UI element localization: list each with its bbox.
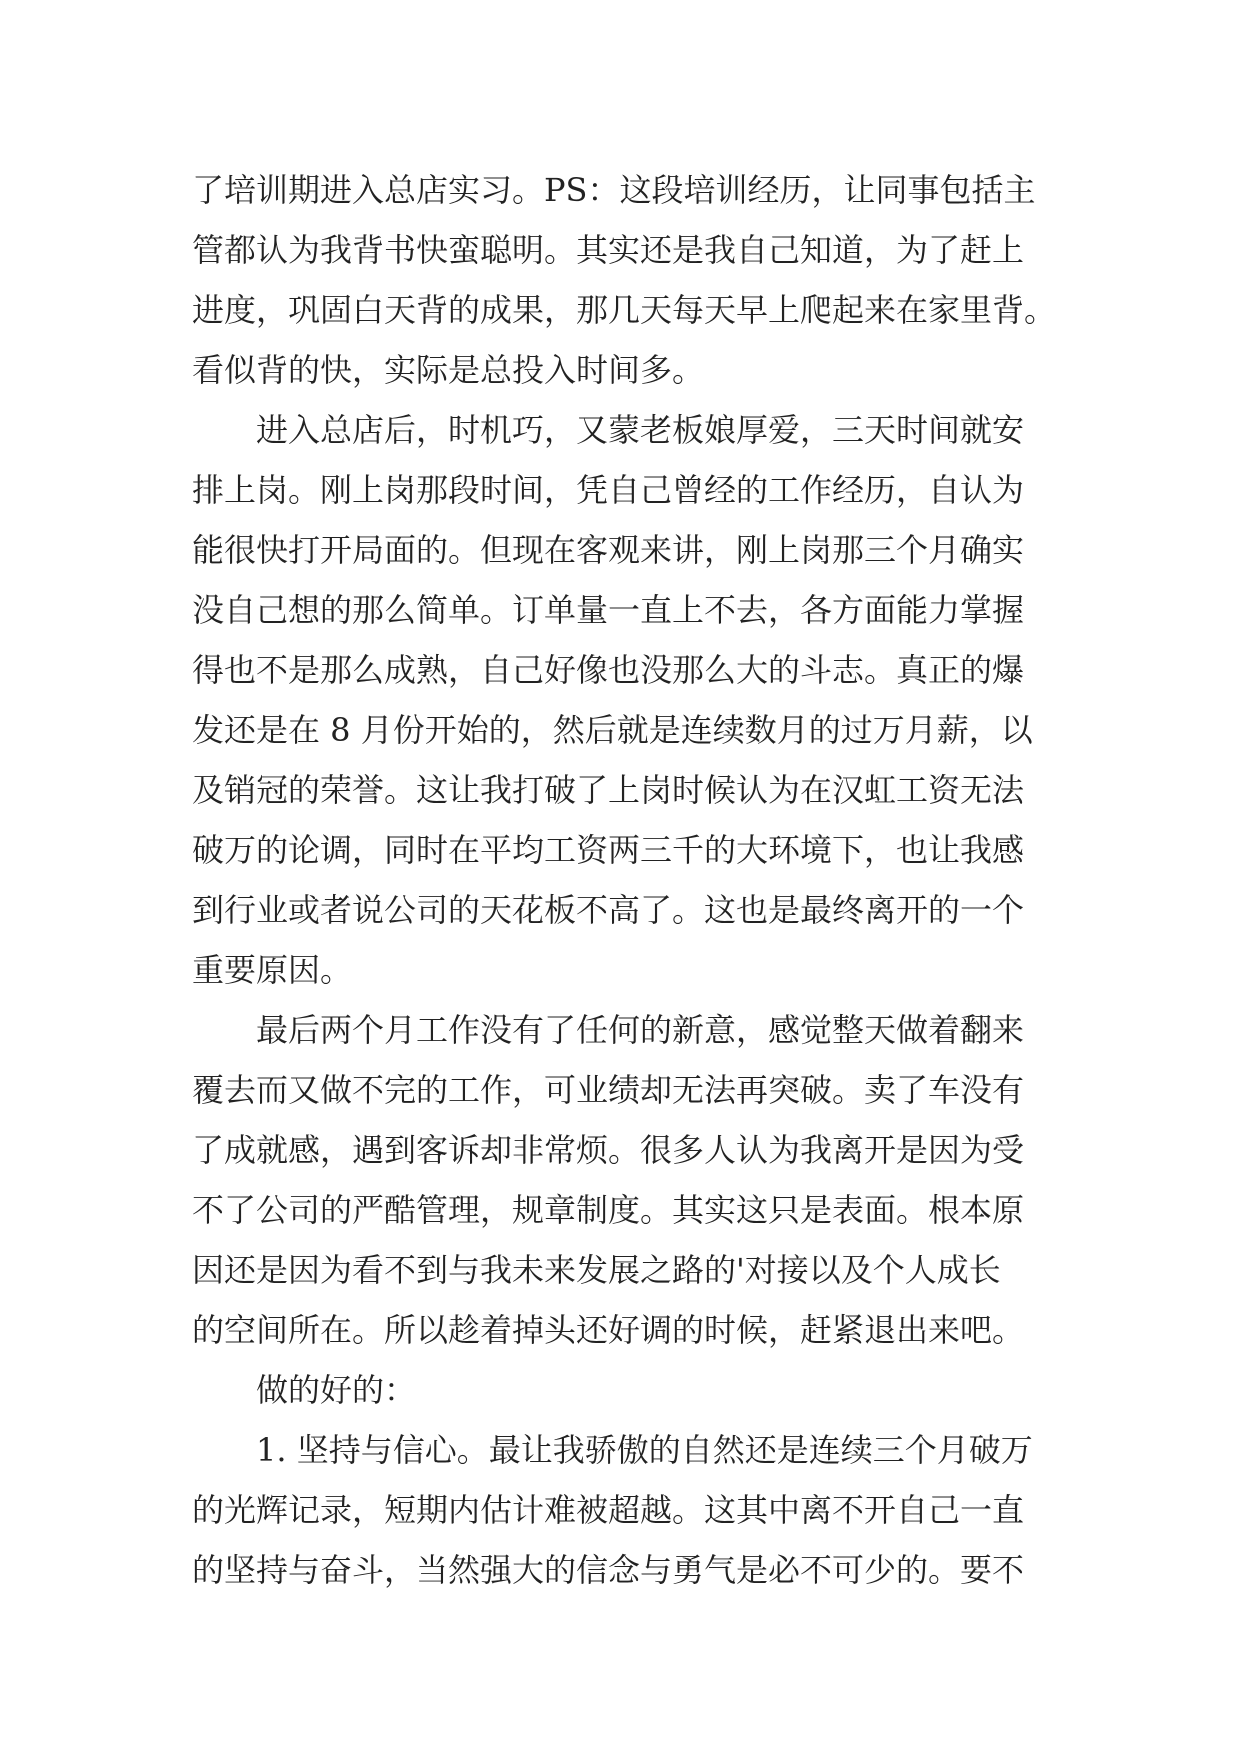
text-line: 重要原因。 bbox=[192, 951, 353, 989]
text-line: 的坚持与奋斗，当然强大的信念与勇气是必不可少的。要不 bbox=[192, 1551, 1025, 1589]
text-line: 了成就感，遇到客诉却非常烦。很多人认为我离开是因为受 bbox=[192, 1131, 1025, 1169]
text-line: 破万的论调，同时在平均工资两三千的大环境下，也让我感 bbox=[192, 831, 1025, 869]
text-line: 发还是在 8 月份开始的，然后就是连续数月的过万月薪，以 bbox=[192, 711, 1033, 749]
text-line: 不了公司的严酷管理，规章制度。其实这只是表面。根本原 bbox=[192, 1191, 1025, 1229]
text-line: 能很快打开局面的。但现在客观来讲，刚上岗那三个月确实 bbox=[192, 531, 1025, 569]
text-line: 及销冠的荣誉。这让我打破了上岗时候认为在汉虹工资无法 bbox=[192, 771, 1025, 809]
text-line: 排上岗。刚上岗那段时间，凭自己曾经的工作经历，自认为 bbox=[192, 471, 1025, 509]
paragraph-first-line: 最后两个月工作没有了任何的新意，感觉整天做着翻来 bbox=[256, 1011, 1025, 1049]
text-line: 看似背的快，实际是总投入时间多。 bbox=[192, 351, 705, 389]
text-line: 没自己想的那么简单。订单量一直上不去，各方面能力掌握 bbox=[192, 591, 1025, 629]
text-line: 进度，巩固白天背的成果，那几天每天早上爬起来在家里背。 bbox=[192, 291, 1057, 329]
document-body bbox=[192, 160, 1058, 1600]
list-item-first-line: 1. 坚持与信心。最让我骄傲的自然还是连续三个月破万 bbox=[256, 1431, 1033, 1469]
text-line: 管都认为我背书快蛮聪明。其实还是我自己知道，为了赶上 bbox=[192, 231, 1025, 269]
text-line: 的空间所在。所以趁着掉头还好调的时候，赶紧退出来吧。 bbox=[192, 1311, 1025, 1349]
text-line: 覆去而又做不完的工作，可业绩却无法再突破。卖了车没有 bbox=[192, 1071, 1025, 1109]
text-line: 因还是因为看不到与我未来发展之路的'对接以及个人成长 bbox=[192, 1251, 1001, 1289]
paragraph-first-line: 进入总店后，时机巧，又蒙老板娘厚爱，三天时间就安 bbox=[256, 411, 1025, 449]
text-line: 了培训期进入总店实习。PS：这段培训经历，让同事包括主 bbox=[192, 171, 1036, 209]
section-heading: 做的好的： bbox=[256, 1371, 417, 1409]
text-line: 的光辉记录，短期内估计难被超越。这其中离不开自己一直 bbox=[192, 1491, 1025, 1529]
text-line: 得也不是那么成熟，自己好像也没那么大的斗志。真正的爆 bbox=[192, 651, 1025, 689]
text-line: 到行业或者说公司的天花板不高了。这也是最终离开的一个 bbox=[192, 891, 1025, 929]
